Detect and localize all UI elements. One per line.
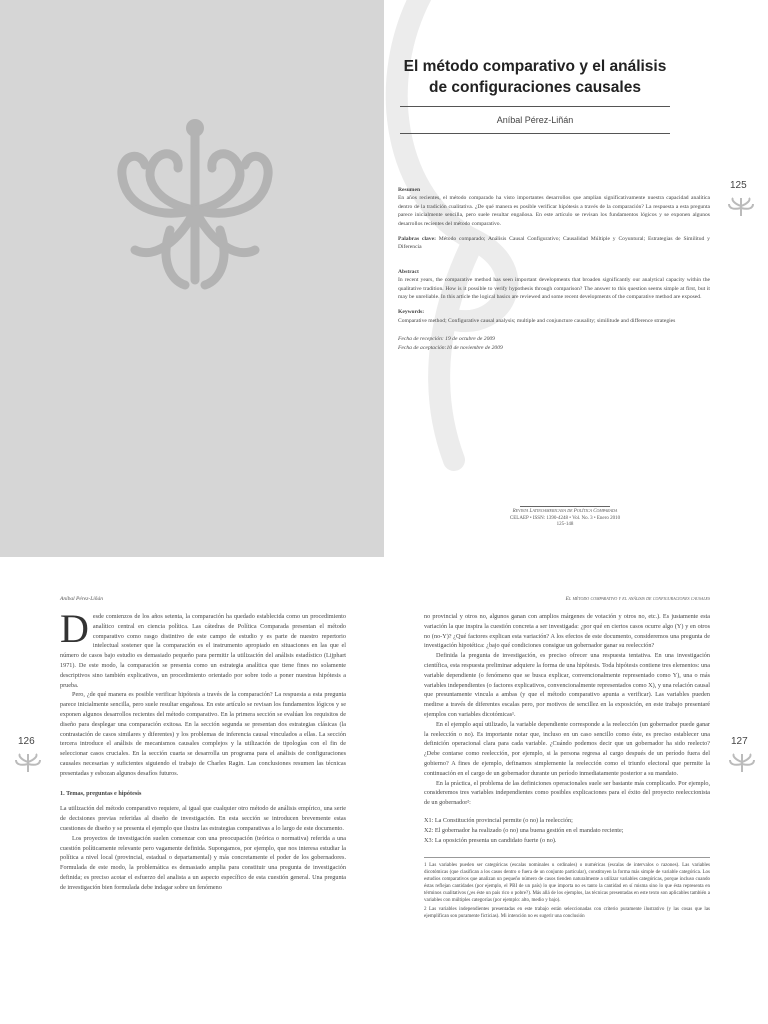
right-paragraph-3: En el ejemplo aquí utilizado, la variable dependiente corresponde a la reelección (un gobernador puede ganar la reelección o no). Es importante notar que, incluso en un caso sencillo como éste, es preciso establecer una definición operacional clara para cada variable. ¿Cuándo podemos decir que un gobernador ha sido reelecto? ¿Debe contarse como reelección, por ejemplo, si la persona regresa al cargo después de un período fuera del gobierno? A fines de ejemplo, definamos simplemente la reelección como el triunfo electoral que permite la continuación en el cargo de un gobernador durante un período inmediatamente posterior a su mandato. bbox=[424, 720, 710, 777]
left-page-column bbox=[60, 606, 346, 893]
journal-issue: CELAEP • ISSN: 1390-4248 • Vol. No. 3 • Enero 2010 bbox=[509, 515, 621, 521]
page-ornament-left-icon bbox=[14, 752, 42, 774]
right-paragraph-2: Definida la pregunta de investigación, es preciso ofrecer una respuesta tentativa. En una investigación científica, esta respuesta preliminar adquiere la forma de una hipótesis. Toda hipótesis contiene tres elementos: una variable dependiente (o fenómeno que se busca explicar, convencionalmente representado como Y), una o más variables independientes (o factores explicativos, convencionalmente representados como X), y una relación causal que presuntamente vincula a ambas (y que el método comparativo apunta a verificar). Las variables pueden medirse a través de diferentes escalas pero, por motivos de sencillez en la exposición, en este trabajo presentaré ejemplos con variables dicotómicas¹. bbox=[424, 652, 710, 718]
date-accepted: Fecha de aceptación:10 de noviembre de 2009 bbox=[398, 344, 503, 351]
section-heading: 1. Temas, preguntas e hipótesis bbox=[60, 789, 142, 797]
abstract-section bbox=[398, 186, 710, 352]
left-paragraph-4: Los proyectos de investigación suelen comenzar con una preocupación (teórica o normativa) referida a una cuestión políticamente relevante pero vagamente definida. Supongamos, por ejemplo, que nos interesa estudiar la política a nivel local (provincial, estadual o departamental) y más concretamente el poder de los gobernadores. Formulada de este modo, la problemática es demasiado amplia para constituir una pregunta de investigación definida; es preciso acotar el esfuerzo del analista a un aspecto específico de esta cuestión general. Una pregunta de investigación bien formulada debe indagar sobre un fenómeno bbox=[60, 834, 346, 891]
running-head-right: El método comparativo y el análisis de configuraciones causales bbox=[565, 596, 710, 602]
journal-info bbox=[470, 506, 660, 529]
hypothesis-x3: X3: La oposición presenta un candidato fuerte (o no). bbox=[424, 836, 557, 844]
page-number-left: 126 bbox=[18, 736, 35, 747]
right-page-column bbox=[424, 612, 710, 920]
date-received: Fecha de recepción: 19 de octubre de 2009 bbox=[398, 336, 495, 343]
title-rule bbox=[400, 106, 670, 107]
right-paragraph-4: En la práctica, el problema de las definiciones operacionales suele ser bastante más complicado. Por ejemplo, consideremos tres variables independientes como posibles explicaciones para el éxito del proyecto reeleccionista de un gobernador²: bbox=[424, 779, 710, 807]
title-page-gray-panel bbox=[0, 0, 384, 557]
page-number-title: 125 bbox=[730, 180, 747, 191]
left-paragraph-3: La utilización del método comparativo requiere, al igual que cualquier otro método de análisis empírico, una serie de decisiones previas referidas al diseño de investigación. En esta sección se introducen brevemente estas cuestiones de diseño y se presenta el ejemplo que ilustra las estrategias comparativas a lo largo de este documento. bbox=[60, 805, 346, 832]
keywords-en-text: Comparative method; Configurative causal analysis; multiple and conjuncture causality; similitude and difference strategies bbox=[398, 317, 676, 324]
footnote-1: 1 Las variables pueden ser categóricas (escalas nominales u ordinales) o numéricas (escalas de intervalos o razones). Las variables dicotómicas (que clasifican a los casos dentro o fuera de un conjunto particular), constituyen la forma más simple de variable categórica. Los estudios comparativos que analizan un pequeño número de casos tienden naturalmente a utilizar variables categóricas, porque incluso cuando éstas reflejan cantidades (por ejemplo, el PBI de un país) lo que importa no es tanto la cantidad en sí misma sino lo que ésta representa en términos cualitativos (¿es éste un país rico o pobre?). Más allá de los ejemplos, las técnicas presentadas en este texto son aplicables también a variables con múltiples categorías (por ejemplo: alto, medio y bajo). bbox=[424, 857, 710, 904]
drop-cap: D bbox=[60, 606, 89, 651]
left-paragraph-1: esde comienzos de los años setenta, la comparación ha quedado establecida como un procedimiento analítico central en ciencia política. Las cátedras de Política Comparada presentan el método comparativo como rasgo distintivo de este campo de estudio y es parte de nuestro repertorio intelectual sostener que la comparación es el instrumento apropiado en situaciones en las que el número de casos bajo estudio es demasiado pequeño para permitir la utilización del análisis estadístico (Lijphart 1971). De este modo, la comparación se presenta como un estrategia analítica que tiene fines no solamente descriptivos sino también explicativos, un procedimiento orientado por sobre todo a poner nuestras hipótesis a prueba. bbox=[60, 613, 346, 689]
journal-rule bbox=[520, 506, 610, 507]
journal-name: Revista Latinoamericana de Política Comparada bbox=[512, 509, 618, 514]
page-ornament-icon bbox=[727, 196, 755, 218]
abstract-es-text: En años recientes, el método comparado ha visto importantes desarrollos que amplían significativamente nuestra capacidad analítica dentro de la tradición cualitativa. ¿De qué manera es posible verificar hipótesis a través de la comparación? La respuesta a esta pregunta parece inicialmente sencilla, pero suele resultar engañosa. En este artículo se revisan los fundamentos lógicos y se exponen algunos desarrollos recientes del método comparativo. bbox=[398, 195, 710, 227]
abstract-en-text: In recent years, the comparative method has seen important developments that broaden significantly our analytical capacity within the qualitative tradition. How is it possible to verify hypothesis through comparison? The answer to this question seems simple at first, but it may be unreliable. In this article the logical basics are reviewed and some recent developments of the comparative method are exposed. bbox=[398, 277, 710, 301]
left-paragraph-2: Pero, ¿de qué manera es posible verificar hipótesis a través de la comparación? La respuesta a esta pregunta parece inicialmente sencilla, pero suele resultar engañosa. En este artículo se revisan los fundamentos lógicos y se exponen algunos desarrollos recientes del método comparativo. En la primera sección se evalúan los requisitos de diseño para desplegar una comparación exitosa. En la sección segunda se presentan dos estrategias clásicas (la contrastación de casos similares y diferentes) y los problemas de inferencia causal vinculados a ellas. La sección tercera introduce el análisis de mecanismos causales complejos y la utilización de tipologías con el fin de seleccionar casos cruciales. En la sección cuarta se desarrolla un programa para el análisis de configuraciones causales necesarias y suficientes siguiendo el trabajo de Charles Ragin. Las conclusiones resumen las técnicas presentadas y esbozan algunos desafíos futuros. bbox=[60, 691, 346, 777]
article-title: El método comparativo y el análisis de configuraciones causales bbox=[403, 58, 667, 96]
page-number-right: 127 bbox=[731, 736, 748, 747]
hypothesis-x2: X2: El gobernador ha realizado (o no) una buena gestión en el mandato reciente; bbox=[424, 826, 624, 834]
hypothesis-x1: X1: La Constitución provincial permite (o no) la reelección; bbox=[424, 816, 573, 824]
decorative-ornament-icon bbox=[100, 110, 290, 300]
journal-pages: 125-148 bbox=[556, 522, 574, 527]
abstract-en-heading: Abstract bbox=[398, 268, 419, 275]
title-block bbox=[400, 56, 670, 134]
keywords-es-text: Método comparado; Análisis Causal Configurativo; Causalidad Múltiple y Coyuntural; Estrategias de Similitud y Diferencia bbox=[398, 236, 710, 251]
running-head-left: Aníbal Pérez-Liñán bbox=[60, 596, 104, 602]
keywords-es-heading: Palabras clave: bbox=[398, 236, 436, 243]
right-paragraph-1: no provincial y otros no, algunos ganan con amplios márgenes de votación y otros no, etc.). Es justamente esta variación la que inspira la cuestión concreta a ser investigada: ¿por qué en ciertos casos ocurre algo (Y) y en otros no (no-Y)? ¿Qué factores explican esta variación? A los efectos de este documento, consideremos una pregunta de investigación hipotética: ¿bajo qué condiciones consigue un gobernador ganar su reelección? bbox=[424, 613, 710, 650]
author-rule bbox=[400, 133, 670, 134]
page-ornament-right-icon bbox=[728, 752, 756, 774]
abstract-es-heading: Resumen bbox=[398, 187, 421, 193]
keywords-en-heading: Keywords: bbox=[398, 309, 425, 316]
footnote-2: 2 Las variables independientes presentadas en este trabajo están seleccionadas con criterio puramente ilustrativo (y las cosas que las ejemplifican son puramente ficticias). Mi intención no es sugerir una conclusión bbox=[424, 907, 710, 920]
article-author: Aníbal Pérez-Liñán bbox=[496, 115, 574, 125]
